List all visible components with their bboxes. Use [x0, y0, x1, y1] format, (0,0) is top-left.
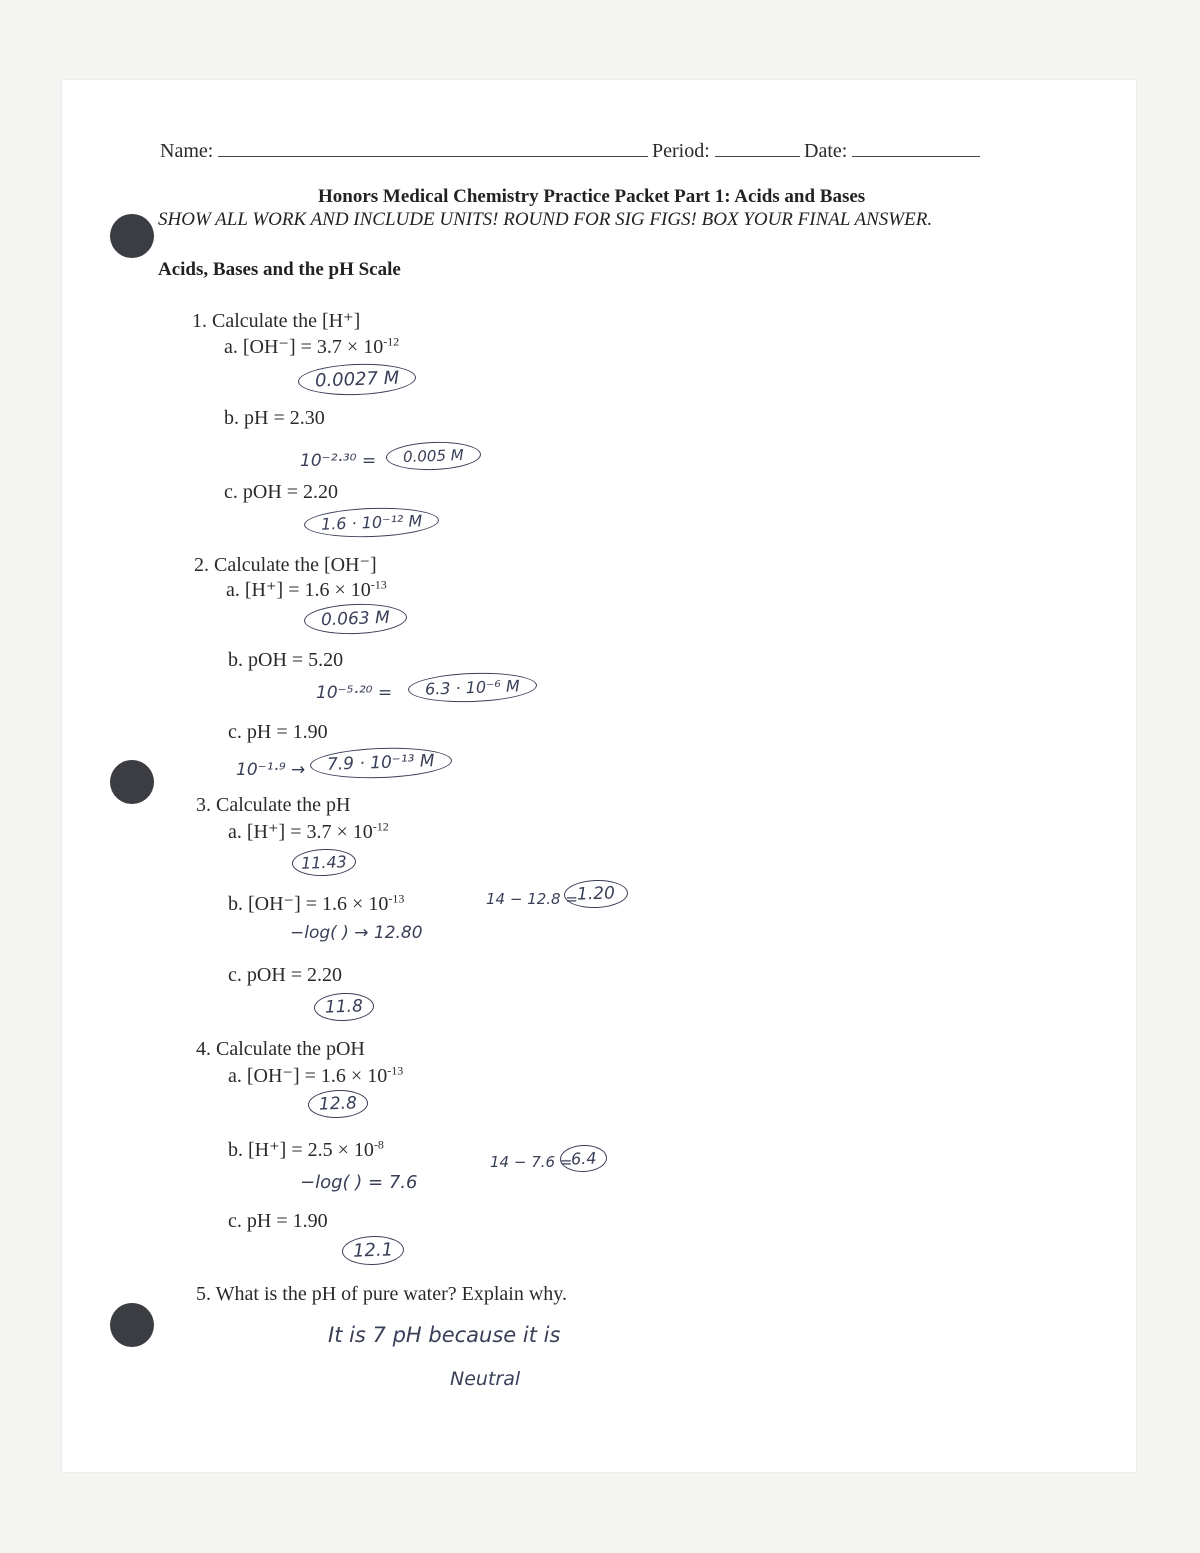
q3-label: 3. Calculate the pH	[196, 794, 351, 816]
period-label: Period:	[652, 140, 710, 162]
page-title: Honors Medical Chemistry Practice Packet Part 1: Acids and Bases	[318, 186, 866, 207]
date-row	[804, 138, 980, 163]
worksheet-page	[62, 80, 1136, 1472]
q2-label: 2. Calculate the [OH⁻]	[194, 554, 377, 576]
q1c-prompt: c. pOH = 2.20	[224, 481, 339, 503]
q2c-answer: 7.9 · 10⁻¹³ M	[310, 746, 453, 781]
name-row	[160, 138, 648, 163]
q2c-prompt: c. pH = 1.90	[228, 721, 328, 743]
q4b-answer: 6.4	[560, 1144, 608, 1173]
q1b-prompt: b. pH = 2.30	[224, 407, 325, 429]
q4a-prompt: a. $[OH^-] = 1.6 \times 10^{-13}$	[228, 1063, 404, 1087]
q3c-answer: 11.8	[314, 992, 375, 1022]
q1b-answer: 0.005 M	[386, 440, 482, 471]
q1a-prompt: a. $[OH^-] = 3.7 \times 10^{-12}$	[224, 334, 400, 358]
q4-label: 4. Calculate the pOH	[196, 1038, 365, 1060]
instructions: SHOW ALL WORK AND INCLUDE UNITS! ROUND FOR SIG FIGS! BOX YOUR FINAL ANSWER.	[158, 209, 933, 230]
q5-answer-line2: Neutral	[450, 1368, 521, 1390]
q3a-prompt: a. $[H^+] = 3.7 \times 10^{-12}$	[228, 819, 389, 843]
name-field[interactable]	[218, 138, 648, 157]
q1a-answer: 0.0027 M	[297, 362, 416, 397]
q3b-work: −log( ) → 12.80	[290, 923, 423, 943]
q4a-answer: 12.8	[308, 1089, 369, 1119]
q3b-prompt: b. $[OH^-] = 1.6 \times 10^{-13}$	[228, 891, 405, 915]
q4b-work: −log( ) = 7.6	[300, 1172, 418, 1193]
period-row	[652, 138, 800, 163]
q4b-prompt: b. $[H^+] = 2.5 \times 10^{-8}$	[228, 1137, 384, 1161]
date-field[interactable]	[852, 138, 980, 157]
q3b-answer: 1.20	[564, 879, 629, 909]
q4c-answer: 12.1	[342, 1235, 405, 1266]
hole-punch-bottom	[110, 1303, 154, 1347]
q1c-answer: 1.6 · 10⁻¹² M	[304, 506, 440, 540]
q2a-answer: 0.063 M	[304, 602, 408, 636]
period-field[interactable]	[715, 138, 800, 157]
hole-punch-top	[110, 214, 154, 258]
q1b-work: 10⁻²·³⁰ =	[300, 451, 377, 471]
q2a-prompt: a. $[H^+] = 1.6 \times 10^{-13}$	[226, 577, 387, 601]
date-label: Date:	[804, 140, 848, 162]
hole-punch-middle	[110, 760, 154, 804]
q4b-work-2: 14 − 7.6 =	[490, 1153, 573, 1171]
q2c-work: 10⁻¹·⁹ →	[236, 760, 306, 780]
q2b-prompt: b. pOH = 5.20	[228, 649, 344, 671]
section-title: Acids, Bases and the pH Scale	[158, 259, 401, 280]
q5-label: 5. What is the pH of pure water? Explain why.	[196, 1283, 568, 1305]
q3c-prompt: c. pOH = 2.20	[228, 964, 343, 986]
q1-label: 1. Calculate the [H⁺]	[192, 310, 361, 332]
q5-answer-line1: It is 7 pH because it is	[328, 1323, 561, 1347]
q2b-work: 10⁻⁵·²⁰ =	[316, 683, 393, 703]
q2b-answer: 6.3 · 10⁻⁶ M	[408, 671, 538, 704]
q4c-prompt: c. pH = 1.90	[228, 1210, 328, 1232]
name-label: Name:	[160, 140, 214, 162]
q3a-answer: 11.43	[292, 848, 357, 877]
q3b-work-2: 14 − 12.8 =	[486, 890, 578, 908]
